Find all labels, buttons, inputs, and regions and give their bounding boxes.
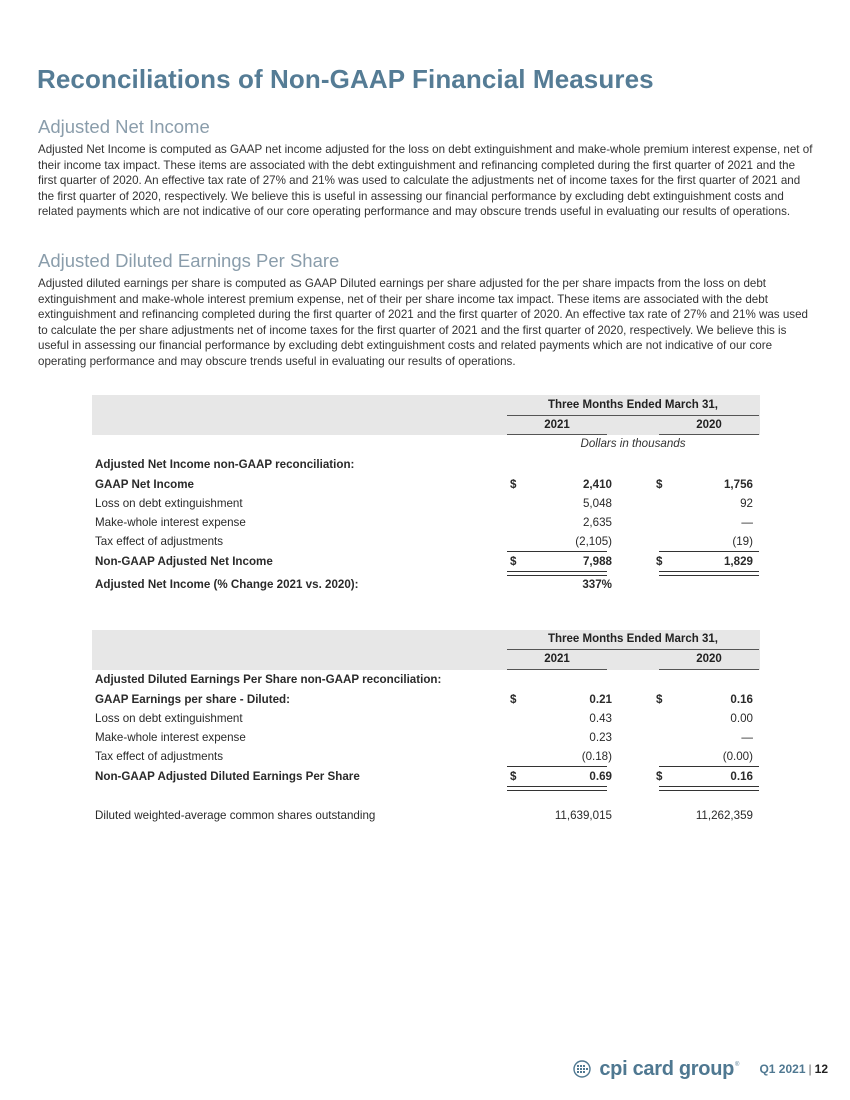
page-number: 12	[814, 1062, 828, 1076]
row-label: GAAP Net Income	[95, 478, 194, 491]
total-double-rule-2020	[659, 786, 759, 791]
eps-reconciliation-table	[92, 630, 760, 830]
value-2021: (2,105)	[575, 535, 612, 548]
header-rule-2020	[659, 669, 759, 670]
row-label: Loss on debt extinguishment	[95, 712, 243, 725]
row-label: Non-GAAP Adjusted Net Income	[95, 555, 273, 568]
value-2020: 0.16	[730, 770, 753, 783]
value-2020: 0.00	[730, 712, 753, 725]
row-label: Non-GAAP Adjusted Diluted Earnings Per Share	[95, 770, 360, 783]
globe-dots-icon	[571, 1060, 593, 1078]
table-row	[92, 533, 760, 551]
currency-symbol: $	[510, 693, 517, 706]
header-rule-2021	[507, 434, 607, 435]
table-row	[92, 476, 760, 494]
brand-logo: cpi card group	[599, 1057, 735, 1080]
header-rule	[507, 415, 759, 416]
value-2021: 0.69	[589, 770, 612, 783]
table-row	[92, 514, 760, 532]
table-row-shares	[92, 807, 760, 825]
column-header-2020: 2020	[696, 653, 722, 665]
column-header-2020: 2020	[696, 419, 722, 431]
page-reference	[759, 1062, 828, 1076]
table-row	[92, 495, 760, 513]
value-2020: 1,756	[723, 478, 753, 491]
currency-symbol: $	[656, 555, 663, 568]
period-header: Three Months Ended March 31,	[548, 633, 718, 645]
row-label: Loss on debt extinguishment	[95, 497, 243, 510]
value-2021: 0.21	[589, 693, 612, 706]
currency-symbol: $	[656, 770, 663, 783]
value-2020: (0.00)	[722, 750, 753, 763]
row-label: Tax effect of adjustments	[95, 750, 224, 763]
currency-symbol: $	[656, 478, 663, 491]
row-label: Make-whole interest expense	[95, 516, 246, 529]
page-separator: |	[808, 1062, 812, 1076]
row-label: Adjusted Net Income (% Change 2021 vs. 2020):	[95, 578, 359, 591]
table-section-label	[92, 671, 760, 689]
row-label: GAAP Earnings per share - Diluted:	[95, 693, 290, 706]
header-rule	[507, 649, 759, 650]
value-2021: 11,639,015	[554, 809, 612, 822]
section-label-text: Adjusted Net Income non-GAAP reconciliation:	[95, 458, 355, 471]
table-section-label	[92, 456, 760, 474]
table-row	[92, 710, 760, 728]
column-header-2021: 2021	[544, 653, 570, 665]
value-2021: 0.43	[589, 712, 612, 725]
value-2021: (0.18)	[581, 750, 612, 763]
section-heading-adjusted-net-income: Adjusted Net Income	[38, 116, 210, 137]
value-2021: 2,410	[582, 478, 612, 491]
row-label: Make-whole interest expense	[95, 731, 246, 744]
value-2020: (19)	[732, 535, 753, 548]
value-2021: 7,988	[582, 555, 612, 568]
value-2020: 0.16	[730, 693, 753, 706]
registered-mark: ®	[735, 1062, 740, 1068]
value-2020: —	[741, 731, 753, 744]
value-2021: 2,635	[582, 516, 612, 529]
table-row	[92, 691, 760, 709]
value-2021: 0.23	[589, 731, 612, 744]
section-label-text: Adjusted Diluted Earnings Per Share non-GAAP reconciliation:	[95, 673, 442, 686]
table-row	[92, 748, 760, 766]
table-row-total	[92, 768, 760, 786]
page-footer	[571, 1057, 828, 1080]
section-body-adjusted-net-income: Adjusted Net Income is computed as GAAP net income adjusted for the loss on debt extinguishment and make-whole premium interest expense, net of their income tax impact. These items are associated with the debt extinguishment and refinancing completed during the first quarter of 2021 and the first quarter of 2020. An effective tax rate of 27% and 21% was used to calculate the adjustments net of income taxes for the first quarter of 2021 and the first quarter of 2020, respectively. We believe this is useful in assessing our financial performance by excluding debt extinguishment costs and related payments which are not indicative of our core operating performance and may obscure trends useful in evaluating our results of operations.	[38, 143, 813, 219]
total-double-rule-2021	[507, 786, 607, 791]
currency-symbol: $	[510, 555, 517, 568]
net-income-reconciliation-table	[92, 395, 760, 605]
units-note: Dollars in thousands	[580, 437, 686, 450]
subtotal-rule-2021	[507, 551, 607, 552]
table-row	[92, 729, 760, 747]
value-2020: 1,829	[723, 555, 753, 568]
page-title: Reconciliations of Non-GAAP Financial Measures	[37, 64, 654, 94]
report-period: Q1 2021	[759, 1062, 806, 1076]
period-header: Three Months Ended March 31,	[548, 399, 718, 411]
column-header-2021: 2021	[544, 419, 570, 431]
value-2020: 92	[740, 497, 753, 510]
value-2021: 5,048	[582, 497, 612, 510]
currency-symbol: $	[656, 693, 663, 706]
header-rule-2020	[659, 434, 759, 435]
header-rule-2021	[507, 669, 607, 670]
value-2020: 11,262,359	[695, 809, 753, 822]
table-row-percent-change	[92, 576, 760, 594]
currency-symbol: $	[510, 478, 517, 491]
section-body-adjusted-eps: Adjusted diluted earnings per share is computed as GAAP Diluted earnings per share adjusted for the per share impacts from the loss on debt extinguishment and make-whole interest premium expense, net of their per share income tax impact. These items are associated with the debt extinguishment and refinancing completed during the first quarter of 2021 and the first quarter of 2020. An effective tax rate of 27% and 21% was used to calculate the per share adjustments net of income taxes for the first quarter of 2021 and the first quarter of 2020, respectively. We believe this is useful in assessing our financial performance by excluding debt extinguishment costs and related payments which are not indicative of our core operating performance and may obscure trends useful in evaluating our results of operations.	[38, 277, 808, 368]
subtotal-rule-2020	[659, 551, 759, 552]
row-label: Diluted weighted-average common shares outstanding	[95, 809, 376, 822]
subtotal-rule-2021	[507, 766, 607, 767]
subtotal-rule-2020	[659, 766, 759, 767]
value-2020: —	[741, 516, 753, 529]
value-2021: 337%	[582, 578, 612, 591]
table-row-total	[92, 553, 760, 571]
section-heading-adjusted-eps: Adjusted Diluted Earnings Per Share	[38, 250, 340, 271]
currency-symbol: $	[510, 770, 517, 783]
row-label: Tax effect of adjustments	[95, 535, 224, 548]
